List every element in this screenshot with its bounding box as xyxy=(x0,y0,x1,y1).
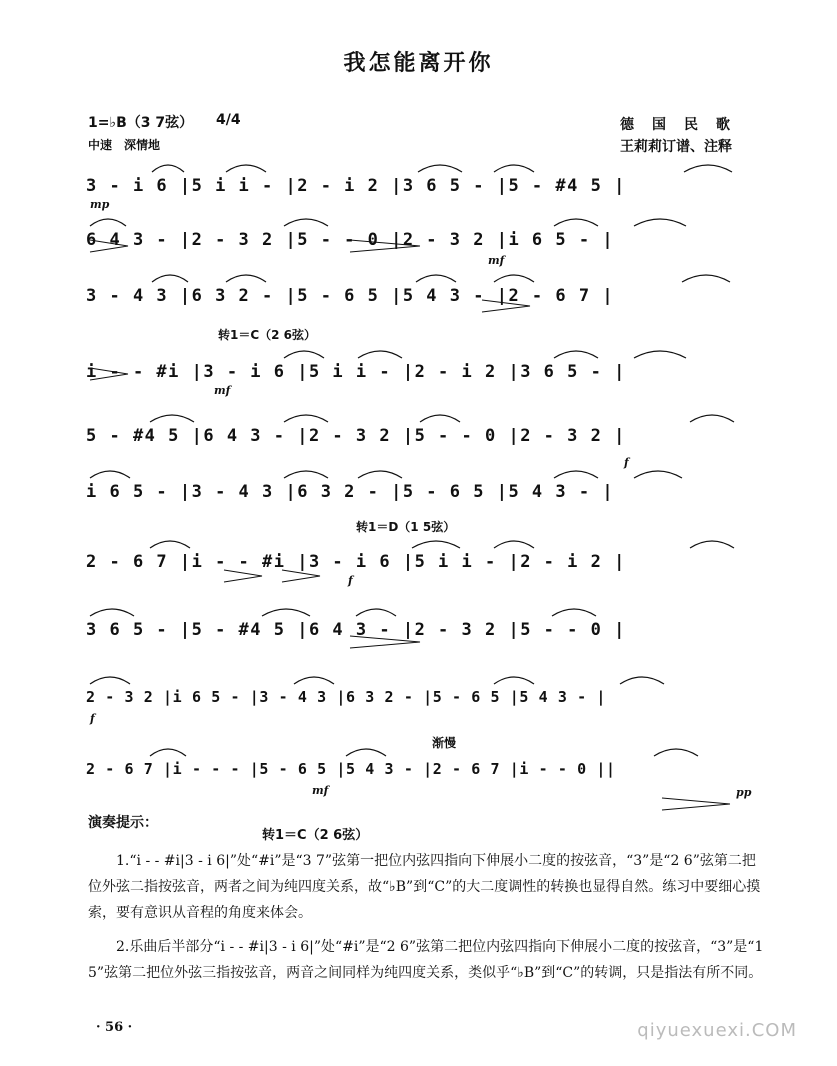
origin-credit: 德 国 民 歌 xyxy=(620,117,732,133)
dynamic-mark: pp xyxy=(736,786,752,799)
notation-line: 6 4 3 - |2 - 3 2 |5 - - 0 |2 - 3 2 |i 6 5 - | xyxy=(86,230,615,250)
notation-line: 3 - i 6 |5 i i - |2 - i 2 |3 6 5 - |5 - #4 5 | xyxy=(86,176,626,196)
dynamic-mark: f xyxy=(348,574,353,587)
dynamic-mark: mp xyxy=(90,198,110,211)
dynamic-mark: mf xyxy=(488,254,505,267)
watermark: qiyuexuexi.COM xyxy=(637,1020,797,1041)
hint-paragraph-1: 1.“i - - #i|3 - i 6|”处“#i”是“3 7”弦第一把位内弦四指向下伸展小二度的按弦音，“3”是“2 6”弦第二把位外弦二指按弦音，两者之间为纯四度关系，故“♭B”到“C”的大二度调性的转换也显得自然。练习中要细心摸索，要有意识从音程的角度来体会。 xyxy=(88,853,761,921)
notation-line: 2 - 6 7 |i - - - |5 - 6 5 |5 4 3 - |2 - 6 7 |i - - 0 || xyxy=(86,760,616,778)
notation-line: 3 - 4 3 |6 3 2 - |5 - 6 5 |5 4 3 - |2 - 6 7 | xyxy=(86,286,615,306)
time-signature: 4/4 xyxy=(216,112,241,128)
tempo-mark: 中速 深情地 xyxy=(88,138,161,152)
modulation-label: 转1＝D（1 5弦） xyxy=(356,520,456,534)
page-title: 我怎能离开你 xyxy=(343,51,494,76)
hint-example-label: 转1＝C（2 6弦） xyxy=(262,828,369,843)
page-number: · 56 · xyxy=(96,1020,133,1035)
notation-line: 3 6 5 - |5 - #4 5 |6 4 3 - |2 - 3 2 |5 - - 0 | xyxy=(86,620,626,640)
notation-line: i 6 5 - |3 - 4 3 |6 3 2 - |5 - 6 5 |5 4 3 - | xyxy=(86,482,615,502)
notation-line: 2 - 6 7 |i - - #i |3 - i 6 |5 i i - |2 - i 2 | xyxy=(86,552,626,572)
notation-line: 5 - #4 5 |6 4 3 - |2 - 3 2 |5 - - 0 |2 - 3 2 | xyxy=(86,426,626,446)
notation-line: 2 - 3 2 |i 6 5 - |3 - 4 3 |6 3 2 - |5 - 6 5 |5 4 3 - | xyxy=(86,688,607,706)
arranger-credit: 王莉莉订谱、注释 xyxy=(620,139,732,155)
rit-label: 渐慢 xyxy=(432,736,457,750)
hint-paragraph-2: 2.乐曲后半部分“i - - #i|3 - i 6|”处“#i”是“2 6”弦第二把位内弦四指向下伸展小二度的按弦音，“3”是“1 5”弦第二把位外弦三指按弦音，两音之间同样为纯四度关系，类似乎“♭B”到“C”的转调，只是指法有所不同。 xyxy=(88,939,764,981)
dynamic-mark: f xyxy=(90,712,95,725)
hints-heading: 演奏提示： xyxy=(88,815,158,831)
dynamic-mark: f xyxy=(624,456,629,469)
dynamic-mark: mf xyxy=(214,384,231,397)
modulation-label: 转1＝C（2 6弦） xyxy=(218,328,317,342)
dynamic-mark: mf xyxy=(312,784,329,797)
key-signature: 1=♭B（3 7弦） xyxy=(88,115,194,131)
notation-line: i - - #i |3 - i 6 |5 i i - |2 - i 2 |3 6 5 - | xyxy=(86,362,626,382)
